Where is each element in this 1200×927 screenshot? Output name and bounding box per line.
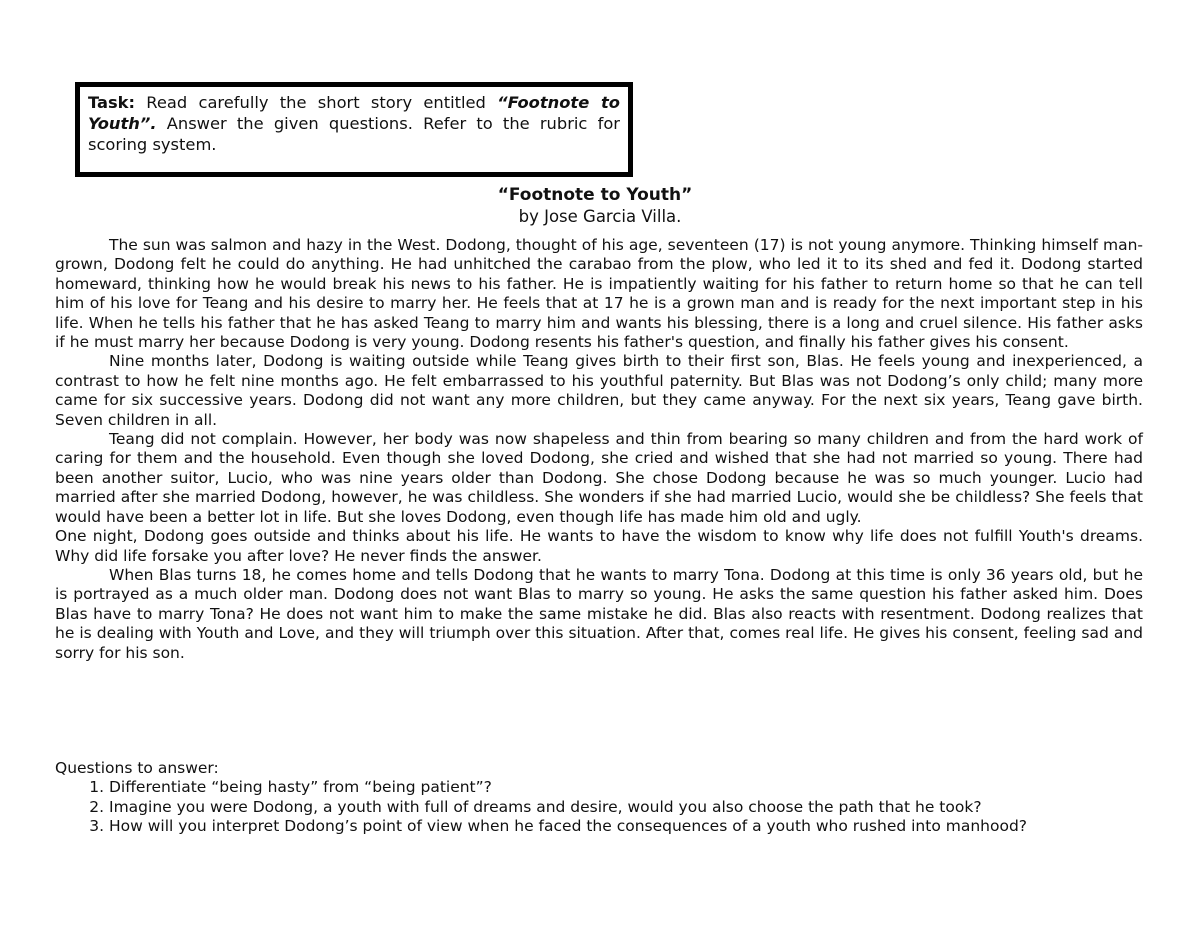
story-paragraph: When Blas turns 18, he comes home and tells Dodong that he wants to marry Tona. Dodong at this time is only 36 years old, but he is portrayed as a much older man. Dodong does not want Blas to marry so young. He asks the same question his father asked him. Does Blas have to marry Tona? He does not want him to make the same mistake he did. Blas also reacts with resentment. Dodong realizes that he is dealing with Youth and Love, and they will triumph over this situation. After that, comes real life. He gives his consent, feeling sad and sorry for his son. (55, 565, 1143, 662)
story-paragraph: One night, Dodong goes outside and thinks about his life. He wants to have the wisdom to know why life does not fulfill Youth's dreams. Why did life forsake you after love? He never finds the answer. (55, 527, 1143, 565)
story-body (55, 236, 1143, 663)
story-paragraph: Nine months later, Dodong is waiting outside while Teang gives birth to their first son, Blas. He feels young and inexperienced, a contrast to how he felt nine months ago. He felt embarrassed to his youthful paternity. But Blas was not Dodong’s only child; many more came for six successive years. Dodong did not want any more children, but they came anyway. For the next six years, Teang gave birth. Seven children in all. (55, 352, 1143, 429)
story-header (0, 184, 1200, 228)
task-label: Task: (88, 93, 136, 112)
story-title: “Footnote to Youth” (497, 185, 693, 205)
questions-list (55, 778, 1155, 836)
task-text-before: Read carefully the short story entitled (135, 93, 498, 112)
story-author: by Jose Garcia Villa. (518, 207, 682, 226)
task-text-after: Answer the given questions. Refer to the rubric for scoring system. (88, 114, 620, 154)
task-story-reference: “Footnote to Youth”. (88, 93, 620, 133)
story-paragraph: Teang did not complain. However, her body was now shapeless and thin from bearing so many children and from the hard work of caring for them and the household. Even though she loved Dodong, she cried and wished that she had not married so young. There had been another suitor, Lucio, who was nine years older than Dodong. She chose Dodong because he was so much younger. Lucio had married after she married Dodong, however, he was childless. She wonders if she had married Lucio, would she be childless? She feels that would have been a better lot in life. But she loves Dodong, even though life has made him old and ugly. (55, 430, 1143, 526)
question-item: 1. Differentiate “being hasty” from “being patient”? (109, 778, 1155, 797)
story-paragraph: The sun was salmon and hazy in the West. Dodong, thought of his age, seventeen (17) is not young anymore. Thinking himself man-grown, Dodong felt he could do anything. He had unhitched the carabao from the plow, who led it to its shed and fed it. Dodong started homeward, thinking how he would break his news to his father. He is impatiently waiting for his father to return home so that he can tell him of his love for Teang and his desire to marry her. He feels that at 17 he is a grown man and is ready for the next important step in his life. When he tells his father that he has asked Teang to marry him and wants his blessing, there is a long and cruel silence. His father asks if he must marry her because Dodong is very young. Dodong resents his father's question, and finally his father gives his consent. (55, 236, 1143, 352)
question-item: 2. Imagine you were Dodong, a youth with full of dreams and desire, would you also choose the path that he took? (109, 798, 1155, 817)
task-box (75, 82, 633, 177)
questions-section (55, 759, 1155, 837)
question-item: 3. How will you interpret Dodong’s point of view when he faced the consequences of a youth who rushed into manhood? (109, 817, 1155, 836)
questions-heading: Questions to answer: (55, 759, 219, 777)
